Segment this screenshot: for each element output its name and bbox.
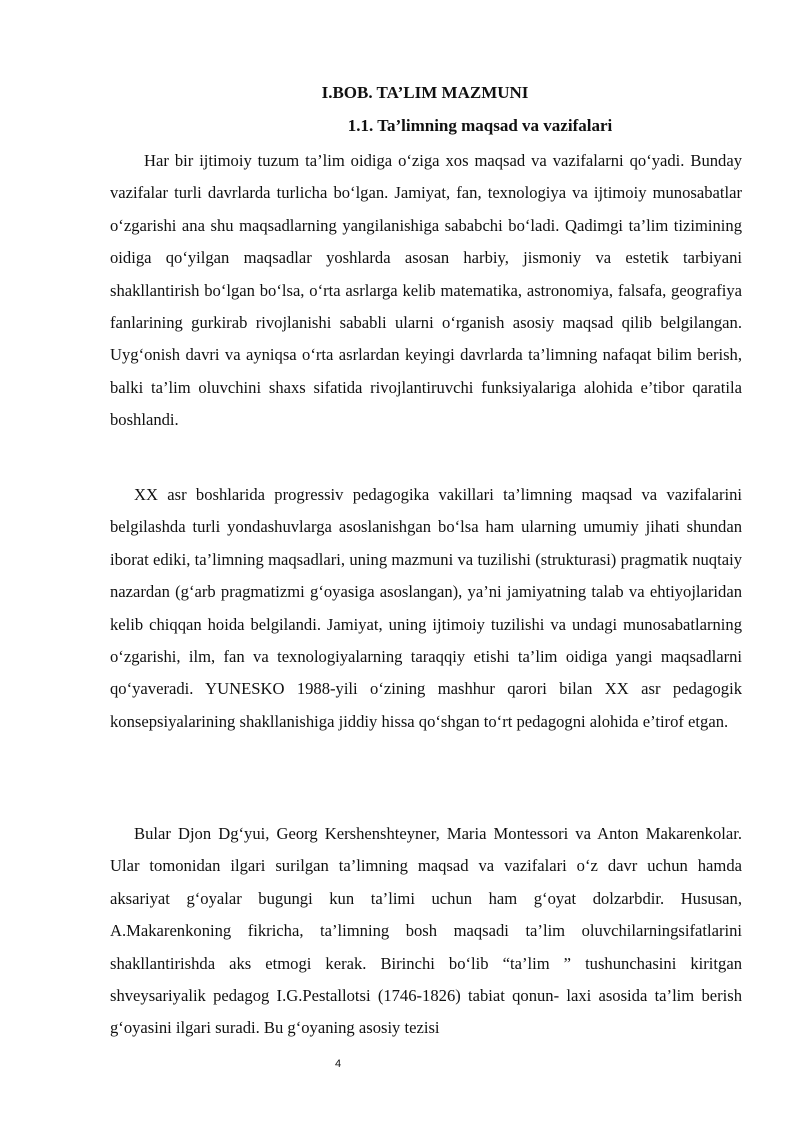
body-paragraph: XX asr boshlarida progressiv pedagogika vakillari ta’limning maqsad va vazifalarini belgilashda turli yondashuvlarga asoslanishgan bo‘lsa ham ularning umumiy jihati shundan iborat ediki, ta’limning maqsadlari, uning mazmuni va tuzilishi (strukturasi) pragmatik nuqtaiy nazardan (g‘arb pragmatizmi g‘oyasiga asoslangan), ya’ni jamiyatning talab va ehtiyojlaridan kelib chiqqan hoida belgilandi. Jamiyat, uning ijtimoiy tuzilishi va undagi munosabatlarning o‘zgarishi, ilm, fan va texnologiyalarning taraqqiy etishi ta’lim oidiga yangi maqsadlarni qo‘yaveradi. YUNESKO 1988-yili o‘zining mashhur qarori bilan XX asr pedagogik konsepsiyalarining shakllanishiga jiddiy hissa qo‘shgan to‘rt pedagogni alohida e’tirof etgan. — [110, 485, 742, 731]
section-title: 1.1. Ta’limning maqsad va vazifalari — [347, 116, 613, 135]
chapter-title: I.BOB. TA’LIM MAZMUNI — [321, 83, 529, 102]
body-paragraph: Har bir ijtimoiy tuzum ta’lim oidiga o‘ziga xos maqsad va vazifalarni qo‘yadi. Bunday vazifalar turli davrlarda turlicha bo‘lgan. Jamiyat, fan, texnologiya va ijtimoiy munosabatlar o‘zgarishi ana shu maqsadlarning yangilanishiga sababchi bo‘ladi. Qadimgi ta’lim tizimining oidiga qo‘yilgan maqsadlar yoshlarda asosan harbiy, jismoniy va estetik tarbiyani shakllantirish bo‘lgan bo‘lsa, o‘rta asrlarga kelib matematika, astronomiya, falsafa, geografiya fanlarining gurkirab rivojlanishi sababli ularni o‘rganish asosiy maqsad qilib belgilangan. Uyg‘onish davri va ayniqsa o‘rta asrlardan keyingi davrlarda ta’limning nafaqat bilim berish, balki ta’lim oluvchini shaxs sifatida rivojlantiruvchi funksiyalariga alohida e’tibor qaratila boshlandi. — [110, 151, 742, 430]
page-number: 4 — [334, 1058, 342, 1070]
body-paragraph: Bular Djon Dg‘yui, Georg Kershenshteyner, Maria Montessori va Anton Makarenkolar. Ular tomonidan ilgari surilgan ta’limning maqsad va vazifalari o‘z davr uchun hamda aksariyat g‘oyalar bugungi kun ta’limi uchun ham g‘oyat dolzarbdir. Hususan, A.Makarenkoning fikricha, ta’limning bosh maqsadi ta’lim oluvchilarningsifatlarini shakllantirishda aks etmogi kerak. Birinchi bo‘lib “ta’lim ” tushunchasini kiritgan shveysariyalik pedagog I.G.Pestallotsi (1746-1826) tabiat qonun- laxi asosida ta’lim berish g‘oyasini ilgari suradi. Bu g‘oyaning asosiy tezisi — [110, 824, 742, 1038]
